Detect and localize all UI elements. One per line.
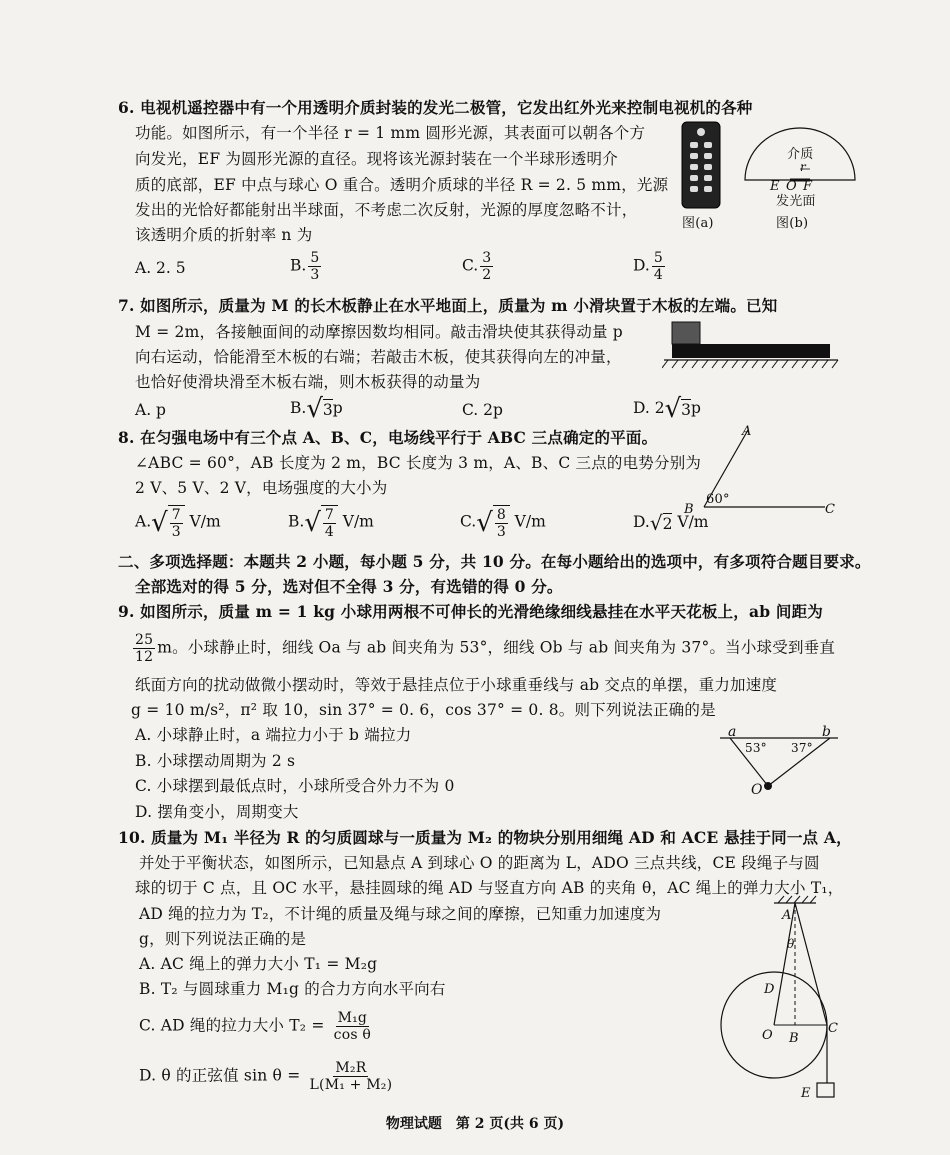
q9-fig-a: a <box>728 724 737 740</box>
sphere-hanging-figure <box>718 895 843 1105</box>
q9-fig-b: b <box>822 724 832 740</box>
page-footer: 物理试题 第 2 页(共 6 页) <box>385 1116 565 1132</box>
q7-line-1: 7. 如图所示，质量为 M 的长木板静止在水平地面上，质量为 m 小滑块置于木板的左端。已知 <box>118 296 778 315</box>
q9-option-c: C. 小球摆到最低点时，小球所受合外力不为 0 <box>135 777 455 795</box>
q8-line-2: ∠ABC = 60°，AB 长度为 2 m，BC 长度为 3 m，A、B、C 三点的电势分别为 <box>135 454 702 472</box>
q10-fig-D: D <box>764 982 775 997</box>
remote-control-figure <box>680 120 730 212</box>
fig-b-caption: 图(b) <box>776 216 809 231</box>
q8-option-c: C. √ $\frac{8}{3}$ V/m <box>460 507 546 540</box>
q8-fig-C: C <box>825 502 836 517</box>
q6-option-a: A. 2. 5 <box>135 259 186 277</box>
q10-option-c: C. AD 绳的拉力大小 T₂ = $\frac{\text{M₁g}}{\text{cos θ}}$ <box>139 1010 371 1043</box>
section-2-heading: 二、多项选择题：本题共 2 小题，每小题 5 分，共 10 分。在每小题给出的选项中，有多项符合题目要求。 <box>118 552 871 571</box>
q6-line-4: 质的底部，EF 中点与球心 O 重合。透明介质球的半径 R = 2. 5 mm，光源 <box>135 176 669 194</box>
q10-option-b: B. T₂ 与圆球重力 M₁g 的合力方向水平向右 <box>139 980 446 998</box>
q8-fig-B: B <box>684 502 694 517</box>
q9-line-1: 9. 如图所示，质量 m = 1 kg 小球用两根不可伸长的光滑绝缘细线悬挂在水平天花板上，ab 间距为 <box>118 602 823 621</box>
fig-b-medium-label: 介质 <box>787 147 814 162</box>
q7-option-c: C. 2p <box>462 401 503 419</box>
q8-option-b: B. √ $\frac{7}{4}$ V/m <box>288 507 374 540</box>
q7-option-a: A. p <box>135 401 166 419</box>
q10-line-5: g，则下列说法正确的是 <box>139 930 307 948</box>
q9-option-a: A. 小球静止时，a 端拉力小于 b 端拉力 <box>135 726 412 744</box>
q10-fig-O: O <box>762 1028 773 1043</box>
q6-option-d: D. $\frac{5}{4}$ <box>633 250 663 283</box>
q6-option-c: C. $\frac{3}{2}$ <box>462 250 492 283</box>
q8-fig-A: A <box>742 424 752 439</box>
q10-line-2: 并处于平衡状态，如图所示，已知悬点 A 到球心 O 的距离为 L，ADO 三点共线，CE 段绳子与圆 <box>139 854 820 872</box>
fig-b-E-label: E <box>770 179 780 194</box>
q6-line-5: 发出的光恰好都能射出半球面，不考虑二次反射，光源的厚度忽略不计， <box>135 201 638 219</box>
q10-fig-theta: θ <box>787 937 795 951</box>
q9-fig-37: 37° <box>791 741 813 755</box>
q9-option-d: D. 摆角变小，周期变大 <box>135 803 299 821</box>
q10-line-1: 10. 质量为 M₁ 半径为 R 的匀质圆球与一质量为 M₂ 的物块分别用细绳 AD 和 ACE 悬挂于同一点 A， <box>118 828 852 847</box>
q10-fig-E: E <box>801 1086 811 1101</box>
fig-b-r-label: r <box>800 160 806 174</box>
q6-line-1: 6. 电视机遥控器中有一个用透明介质封装的发光二极管，它发出红外光来控制电视机的各种 <box>118 98 753 117</box>
q8-option-a: A. √ $\frac{7}{3}$ V/m <box>135 507 221 540</box>
section-2-heading-line-2: 全部选对的得 5 分，选对但不全得 3 分，有选错的得 0 分。 <box>135 577 563 596</box>
q9-line-2: $\frac{25}{12}$ m。小球静止时，细线 Oa 与 ab 间夹角为 53°，细线 Ob 与 ab 间夹角为 37°。当小球受到垂直 <box>135 632 836 665</box>
board-block-figure <box>662 318 842 370</box>
q10-option-d: D. θ 的正弦值 sin θ = $\frac{\text{M₂R}}{\text{L(M₁ + M₂)}}$ <box>139 1060 393 1093</box>
q9-line-3: 纸面方向的扰动做微小摆动时，等效于悬挂点位于小球重垂线与 ab 交点的单摆，重力加速度 <box>135 676 778 694</box>
q7-line-3: 向右运动，恰能滑至木板的右端；若敲击木板，使其获得向左的冲量， <box>135 348 622 366</box>
fig-b-source-label: 发光面 <box>776 194 816 209</box>
q8-line-1: 8. 在匀强电场中有三个点 A、B、C，电场线平行于 ABC 三点确定的平面。 <box>118 428 658 447</box>
q7-option-d: D. 2 √ 3 p <box>633 394 701 424</box>
q6-line-3: 向发光，EF 为圆形光源的直径。现将该光源封装在一个半球形透明介 <box>135 150 618 168</box>
q10-fig-B: B <box>789 1031 799 1046</box>
q10-fig-C: C <box>828 1021 839 1036</box>
fig-a-caption: 图(a) <box>682 216 714 231</box>
q10-line-4: AD 绳的拉力为 T₂，不计绳的质量及绳与球之间的摩擦，已知重力加速度为 <box>139 905 662 923</box>
q9-option-b: B. 小球摆动周期为 2 s <box>135 752 296 770</box>
q8-option-d: D. √ 2 V/m <box>633 511 709 535</box>
q6-option-b: B. $\frac{5}{3}$ <box>290 250 320 283</box>
q8-fig-angle: 60° <box>706 492 730 507</box>
q9-fig-53: 53° <box>745 741 767 755</box>
q10-line-3: 球的切于 C 点，且 OC 水平，悬挂圆球的绳 AD 与竖直方向 AB 的夹角 θ，AC 绳上的弹力大小 T₁， <box>135 879 844 897</box>
fig-b-F-label: F <box>803 179 813 194</box>
q9-fig-O: O <box>751 782 763 798</box>
fig-b-O-label: O <box>786 179 797 194</box>
q8-line-3: 2 V、5 V、2 V，电场强度的大小为 <box>135 479 388 497</box>
q7-line-4: 也恰好使滑块滑至木板右端，则木板获得的动量为 <box>135 373 481 391</box>
q7-option-b: B. √ 3 p <box>290 394 343 424</box>
q10-fig-A: A <box>782 908 792 923</box>
q6-line-6: 该透明介质的折射率 n 为 <box>135 226 313 244</box>
q7-line-2: M = 2m，各接触面间的动摩擦因数均相同。敲击滑块使其获得动量 p <box>135 323 623 341</box>
q9-line-4: g = 10 m/s²，π² 取 10，sin 37° = 0. 6，cos 37° = 0. 8。则下列说法正确的是 <box>131 701 716 719</box>
q6-line-2: 功能。如图所示，有一个半径 r = 1 mm 圆形光源，其表面可以朝各个方 <box>135 124 646 142</box>
q10-option-a: A. AC 绳上的弹力大小 T₁ = M₂g <box>139 955 378 973</box>
